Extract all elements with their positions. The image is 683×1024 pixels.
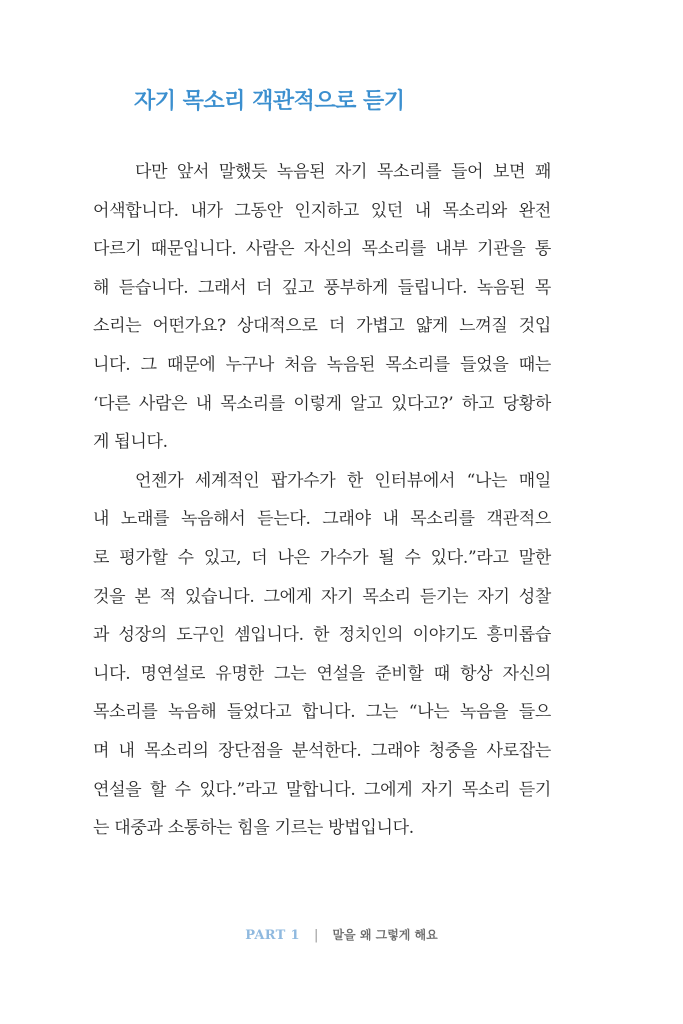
paragraph-2-line-3: 로 평가할 수 있고, 더 나은 가수가 될 수 있다.”라고 말한 [93, 547, 551, 568]
paragraph-1-line-4: 해 듣습니다. 그래서 더 깊고 풍부하게 들립니다. 녹음된 목 [93, 277, 551, 298]
page-footer [0, 926, 683, 943]
paragraph-2-line-8: 며 내 목소리의 장단점을 분석한다. 그래야 청중을 사로잡는 [93, 740, 551, 761]
paragraph-2-line-1: 언젠가 세계적인 팝가수가 한 인터뷰에서 “나는 매일 [135, 470, 551, 491]
body-text [93, 153, 551, 848]
paragraph-1-line-6: 니다. 그 때문에 누구나 처음 녹음된 목소리를 들었을 때는 [93, 354, 551, 375]
paragraph-1-line-5: 소리는 어떤가요? 상대적으로 더 가볍고 얇게 느껴질 것입 [93, 316, 551, 337]
footer-separator: | [313, 928, 319, 943]
section-title: 자기 목소리 객관적으로 듣기 [134, 89, 405, 114]
paragraph-2-line-5: 과 성장의 도구인 셈입니다. 한 정치인의 이야기도 흥미롭습 [93, 625, 551, 646]
paragraph-2-line-2: 내 노래를 녹음해서 듣는다. 그래야 내 목소리를 객관적으 [93, 509, 551, 530]
paragraph-2-line-10: 는 대중과 소통하는 힘을 기르는 방법입니다. [93, 818, 414, 839]
paragraph-2-line-7: 목소리를 녹음해 들었다고 합니다. 그는 “나는 녹음을 들으 [93, 702, 551, 723]
paragraph-1-line-3: 다르기 때문입니다. 사람은 자신의 목소리를 내부 기관을 통 [93, 239, 551, 260]
paragraph-1-line-7: ‘다른 사람은 내 목소리를 이렇게 알고 있다고?’ 하고 당황하 [93, 393, 551, 414]
paragraph-1-line-1: 다만 앞서 말했듯 녹음된 자기 목소리를 들어 보면 꽤 [135, 162, 551, 182]
chapter-title: 말을 왜 그렇게 해요 [332, 928, 438, 942]
paragraph-2-line-6: 니다. 명연설로 유명한 그는 연설을 준비할 때 항상 자신의 [93, 663, 551, 684]
paragraph-1-line-2: 어색합니다. 내가 그동안 인지하고 있던 내 목소리와 완전 [93, 200, 551, 221]
part-label: PART 1 [245, 928, 300, 943]
paragraph-2-line-9: 연설을 할 수 있다.”라고 말합니다. 그에게 자기 목소리 듣기 [93, 779, 551, 800]
paragraph-1-line-8: 게 됩니다. [93, 432, 168, 453]
paragraph-2-line-4: 것을 본 적 있습니다. 그에게 자기 목소리 듣기는 자기 성찰 [93, 586, 551, 607]
